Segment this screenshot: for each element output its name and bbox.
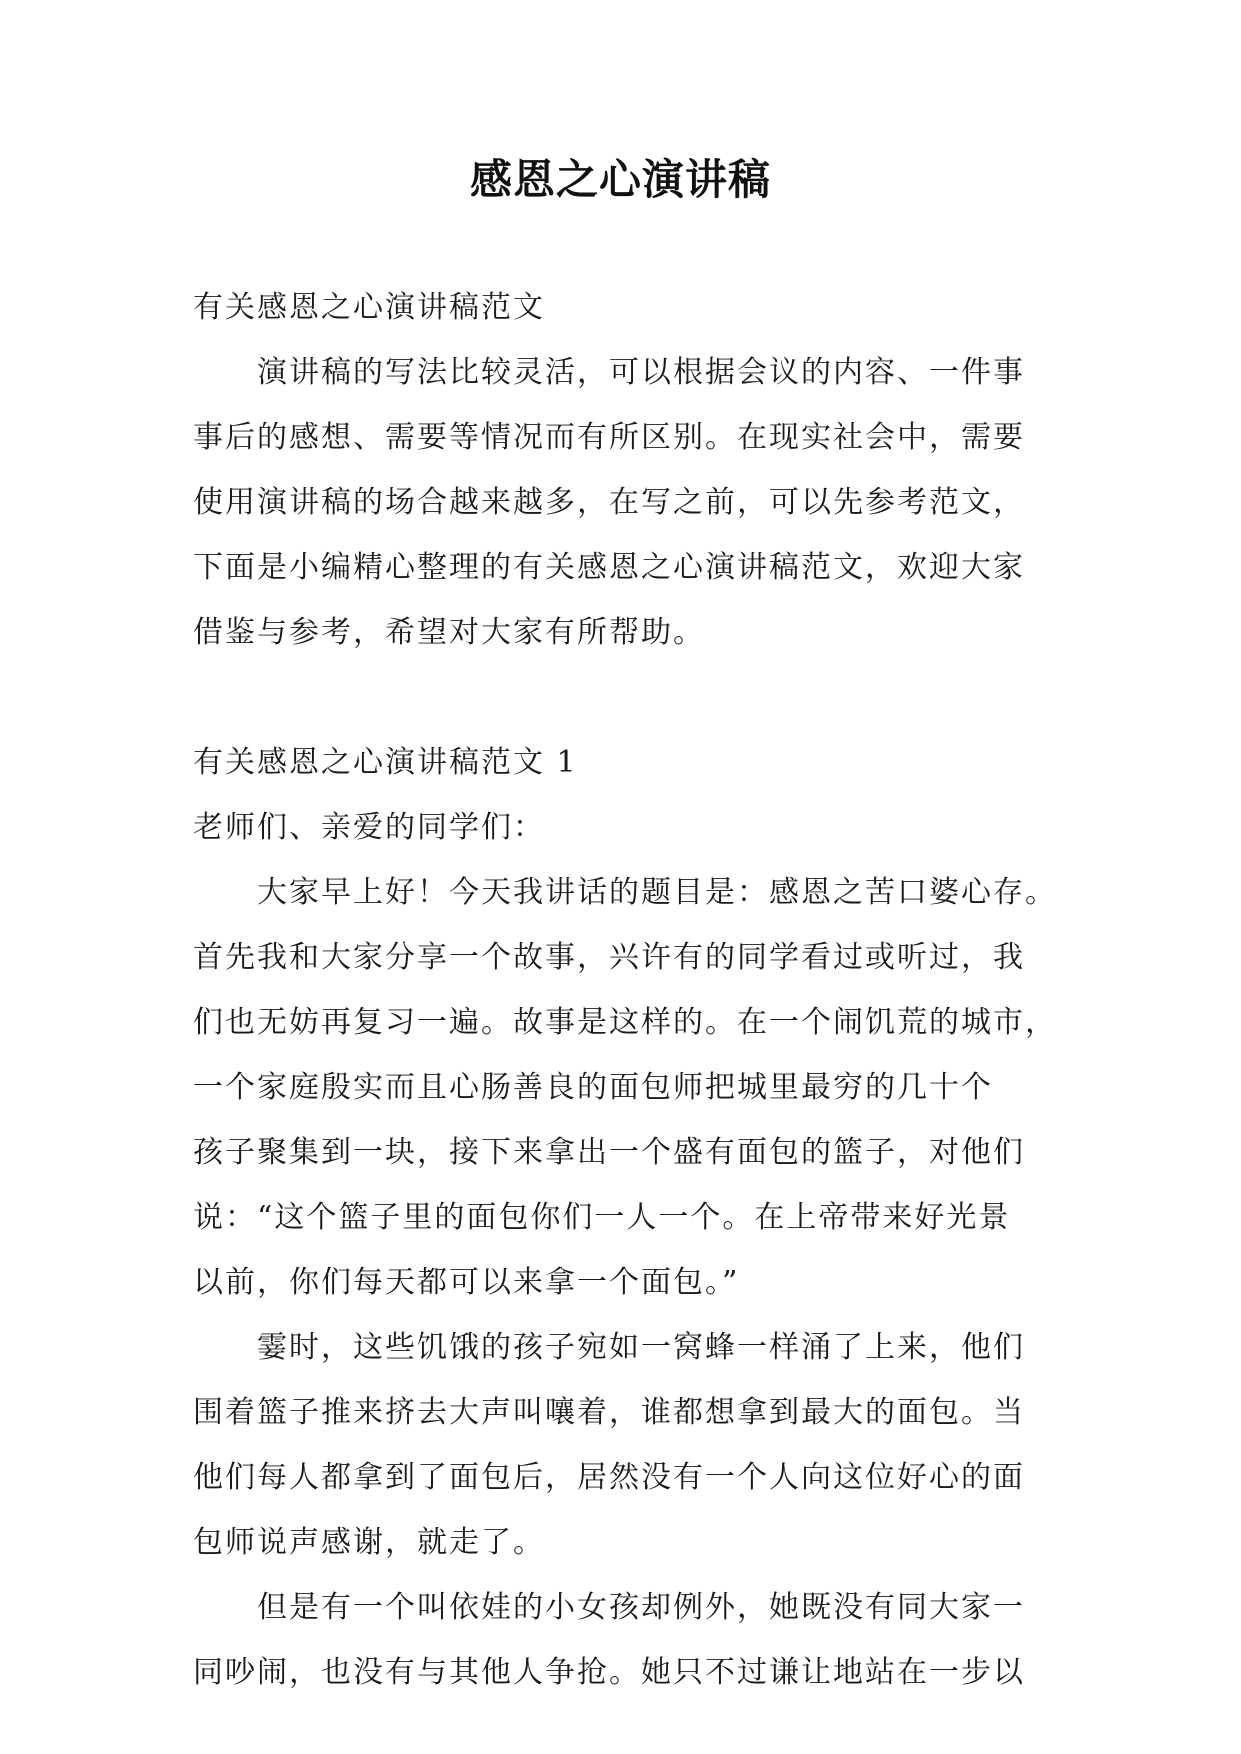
paragraph-line: 们也无妨再复习一遍。故事是这样的。在一个闹饥荒的城市， [193,1005,1057,1040]
paragraph-line: 同吵闹，也没有与其他人争抢。她只不过谦让地站在一步以 [193,1655,1025,1690]
paragraph-line: 借鉴与参考，希望对大家有所帮助。 [193,615,705,650]
paragraph-line: 大家早上好！今天我讲话的题目是：感恩之苦口婆心存。 [257,875,1057,910]
paragraph-line: 事后的感想、需要等情况而有所区别。在现实社会中，需要 [193,420,1025,455]
paragraph-line: 孩子聚集到一块，接下来拿出一个盛有面包的篮子，对他们 [193,1135,1025,1170]
document-body [193,275,1057,1705]
paragraph-spacer [193,665,1053,730]
document-title: 感恩之心演讲稿 [469,155,771,204]
section-heading: 有关感恩之心演讲稿范文 [193,290,545,325]
salutation: 老师们、亲爱的同学们： [193,810,545,845]
paragraph-line: 他们每人都拿到了面包后，居然没有一个人向这位好心的面 [193,1460,1025,1495]
paragraph-line: 说：“这个篮子里的面包你们一人一个。在上帝带来好光景 [193,1200,1011,1235]
paragraph-line: 霎时，这些饥饿的孩子宛如一窝蜂一样涌了上来，他们 [257,1330,1025,1365]
paragraph-line: 使用演讲稿的场合越来越多，在写之前，可以先参考范文， [193,485,1025,520]
paragraph-line: 演讲稿的写法比较灵活，可以根据会议的内容、一件事 [257,355,1025,390]
paragraph-line: 下面是小编精心整理的有关感恩之心演讲稿范文，欢迎大家 [193,550,1025,585]
paragraph-line: 但是有一个叫依娃的小女孩却例外，她既没有同大家一 [257,1590,1025,1625]
paragraph-line: 以前，你们每天都可以来拿一个面包。” [193,1265,740,1300]
paragraph-line: 首先我和大家分享一个故事，兴许有的同学看过或听过，我 [193,940,1025,975]
paragraph-line: 围着篮子推来挤去大声叫嚷着，谁都想拿到最大的面包。当 [193,1395,1025,1430]
paragraph-line: 包师说声感谢，就走了。 [193,1525,545,1560]
section-heading: 有关感恩之心演讲稿范文 1 [193,745,578,780]
paragraph-line: 一个家庭殷实而且心肠善良的面包师把城里最穷的几十个 [193,1070,993,1105]
